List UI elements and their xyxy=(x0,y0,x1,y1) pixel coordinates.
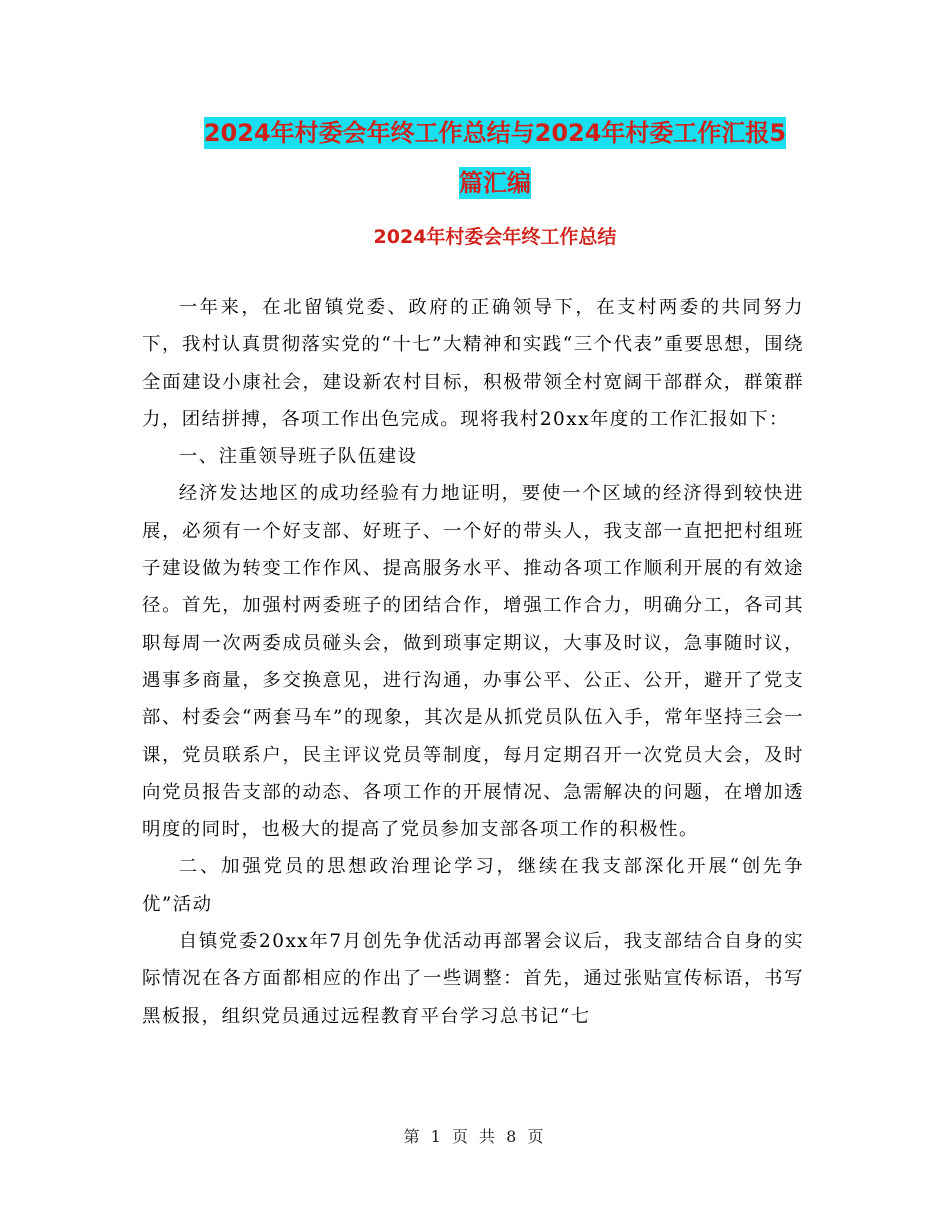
document-title xyxy=(140,108,850,208)
paragraph-heading-2: 二、加强党员的思想政治理论学习，继续在我支部深化开展“创先争优”活动 xyxy=(142,856,804,915)
paragraph-leadership: 经济发达地区的成功经验有力地证明，要使一个区域的经济得到较快进展，必须有一个好支部、好班子、一个好的带头人，我支部一直把把村组班子建设做为转变工作作风、提高服务水平、推动各项工作顺利开展的有效途径。首先，加强村两委班子的团结合作，增强工作合力，明确分工，各司其职每周一次两委成员碰头会，做到琐事定期议，大事及时议，急事随时议，遇事多商量，多交换意见，进行沟通，办事公平、公正、公开，避开了党支部、村委会“两套马车”的现象，其次是从抓党员队伍入手，常年坚持三会一课，党员联系户，民主评议党员等制度，每月定期召开一次党员大会，及时向党员报告支部的动态、各项工作的开展情况、急需解决的问题，在增加透明度的同时，也极大的提高了党员参加支部各项工作的积极性。 xyxy=(142,483,804,841)
paragraph-heading-1: 一、注重领导班子队伍建设 xyxy=(178,446,418,468)
section-title: 2024年村委会年终工作总结 xyxy=(373,226,617,248)
document-title-line1: 2024年村委会年终工作总结与2024年村委工作汇报5 xyxy=(203,119,787,147)
document-body xyxy=(142,289,804,1035)
paragraph-intro: 一年来，在北留镇党委、政府的正确领导下，在支村两委的共同努力下，我村认真贯彻落实党的“十七”大精神和实践“三个代表”重要思想，围绕全面建设小康社会，建设新农村目标，积极带领全村宽阔干部群众，群策群力，团结拼搏，各项工作出色完成。现将我村20xx年度的工作汇报如下： xyxy=(142,297,804,430)
page-footer: 第 1 页 共 8 页 xyxy=(403,1127,547,1146)
paragraph-campaign: 自镇党委20xx年7月创先争优活动再部署会议后，我支部结合自身的实际情况在各方面都相应的作出了一些调整：首先，通过张贴宣传标语，书写黑板报，组织党员通过远程教育平台学习总书记“七 xyxy=(142,931,804,1027)
document-title-line2: 篇汇编 xyxy=(459,169,531,197)
